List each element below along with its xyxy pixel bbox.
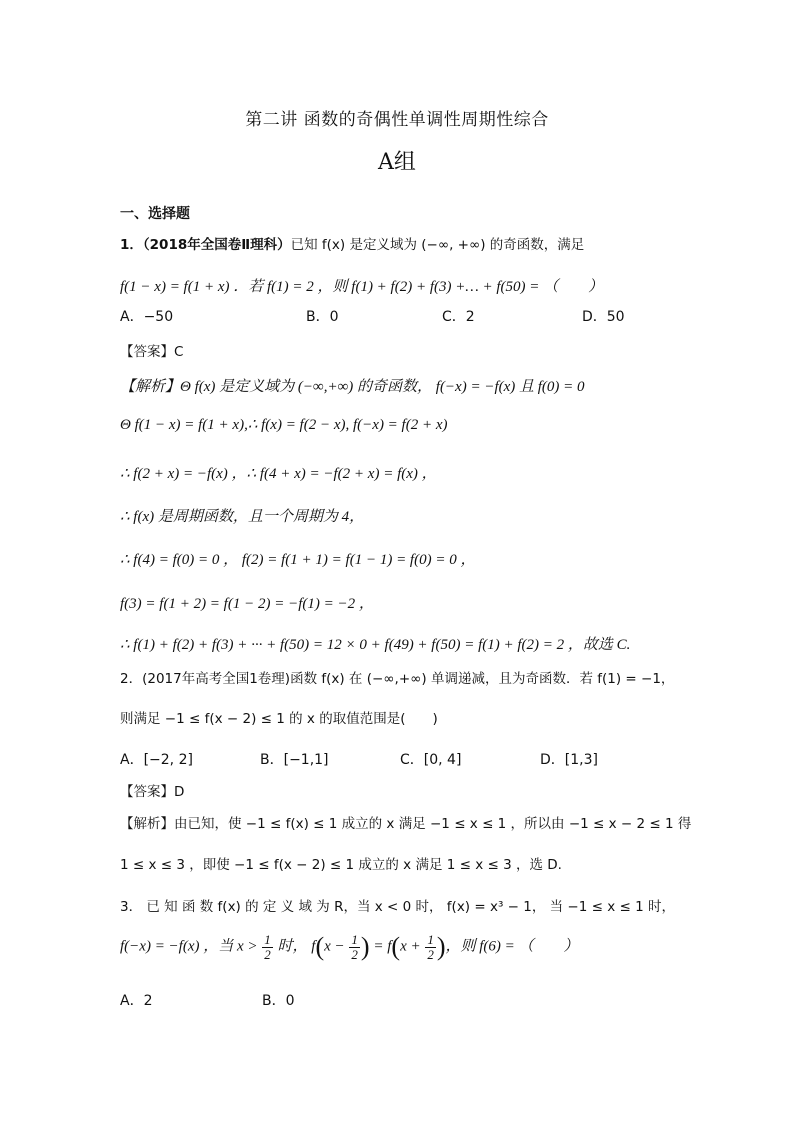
q3-line2-part-a: f(−x) = −f(x) ，当 x > (120, 938, 258, 955)
group-heading: A组 (378, 150, 416, 175)
fraction-one-half (349, 933, 360, 962)
q3-line2-part-b: 时， (277, 938, 308, 955)
fraction-numerator: 1 (264, 931, 271, 947)
q3-option-a: A．2 (120, 993, 153, 1009)
q2-option-d: D．[1,3] (540, 752, 598, 768)
fraction-one-half (425, 933, 436, 962)
fraction-numerator: 1 (427, 931, 434, 947)
q1-answer: 【答案】C (120, 344, 184, 360)
left-paren-glyph: ( (391, 932, 401, 961)
q2-option-c: C．[0, 4] (400, 752, 462, 768)
section-heading: 一、选择题 (120, 206, 190, 222)
q1-option-d: D．50 (582, 309, 625, 325)
fraction-denominator: 2 (351, 946, 358, 962)
q3-line2-part-e: = f (373, 938, 392, 955)
q1-option-c: C．2 (442, 309, 475, 325)
q2-option-a: A．[−2, 2] (120, 752, 193, 768)
q3-line2-part-d: x − (324, 938, 345, 955)
q1-option-b: B．0 (306, 309, 339, 325)
q2-option-b: B．[−1,1] (260, 752, 329, 768)
q2-line2: 则满足 −1 ≤ f(x − 2) ≤ 1 的 x 的取值范围是( ) (120, 711, 438, 727)
q3-line2-part-f: x + (400, 938, 421, 955)
q1-analysis-3: ∴ f(2 + x) = −f(x) ，∴ f(4 + x) = −f(2 + x) = f(x) ， (120, 466, 437, 482)
fraction-one-half (262, 933, 273, 962)
q2-answer: 【答案】D (120, 784, 185, 800)
q3-line2-part-c: f (311, 938, 316, 955)
q1-analysis-2: Θ f(1 − x) = f(1 + x),∴ f(x) = f(2 − x), f(−x) = f(2 + x) (120, 417, 448, 433)
q1-stem: 已知 f(x) 是定义域为 (−∞, +∞) 的奇函数，满足 (290, 237, 585, 253)
fraction-denominator: 2 (264, 946, 271, 962)
q3-line1: 3． 已 知 函 数 f(x) 的 定 义 域 为 R，当 x < 0 时， f(x) = x³ − 1， 当 −1 ≤ x ≤ 1 时， (120, 899, 675, 915)
q1-line1 (120, 233, 584, 253)
q1-analysis-7: ∴ f(1) + f(2) + f(3) + ··· + f(50) = 12 × 0 + f(49) + f(50) = f(1) + f(2) = 2 ，故选 C. (120, 637, 631, 653)
right-paren-glyph: ) (436, 932, 446, 961)
right-paren-glyph: ) (360, 932, 370, 961)
q3-line2-part-g: ，则 f(6) = （ ） (445, 938, 579, 955)
q1-source: （2018年全国卷Ⅱ理科） (142, 237, 291, 253)
q3-option-b: B．0 (262, 993, 295, 1009)
q2-line1: 2．(2017年高考全国1卷理)函数 f(x) 在 (−∞,+∞) 单调递减，且为奇函数．若 f(1) = −1， (120, 671, 675, 687)
q1-option-a: A．−50 (120, 309, 174, 325)
q1-analysis-6: f(3) = f(1 + 2) = f(1 − 2) = −f(1) = −2 ， (120, 596, 374, 612)
q3-line2 (120, 932, 579, 962)
q2-analysis-1: 【解析】由已知，使 −1 ≤ f(x) ≤ 1 成立的 x 满足 −1 ≤ x ≤ 1 ，所以由 −1 ≤ x − 2 ≤ 1 得 (120, 816, 692, 832)
q1-analysis-1: 【解析】Θ f(x) 是定义域为 (−∞,+∞) 的奇函数， f(−x) = −f(x) 且 f(0) = 0 (120, 379, 585, 395)
q2-analysis-2: 1 ≤ x ≤ 3 ，即使 −1 ≤ f(x − 2) ≤ 1 成立的 x 满足 1 ≤ x ≤ 3 ，选 D. (120, 857, 562, 873)
fraction-denominator: 2 (427, 946, 434, 962)
fraction-numerator: 1 (351, 931, 358, 947)
left-paren-glyph: ( (315, 932, 325, 961)
q1-analysis-4: ∴ f(x) 是周期函数，且一个周期为 4， (120, 509, 365, 525)
page-title: 第二讲 函数的奇偶性单调性周期性综合 (245, 110, 549, 130)
q1-analysis-5: ∴ f(4) = f(0) = 0 ， f(2) = f(1 + 1) = f(1 − 1) = f(0) = 0 ， (120, 552, 476, 568)
q1-line2: f(1 − x) = f(1 + x) ．若 f(1) = 2 ，则 f(1) + f(2) + f(3) +… + f(50) = （ ） (120, 279, 604, 295)
q1-prefix: 1． (120, 237, 143, 253)
